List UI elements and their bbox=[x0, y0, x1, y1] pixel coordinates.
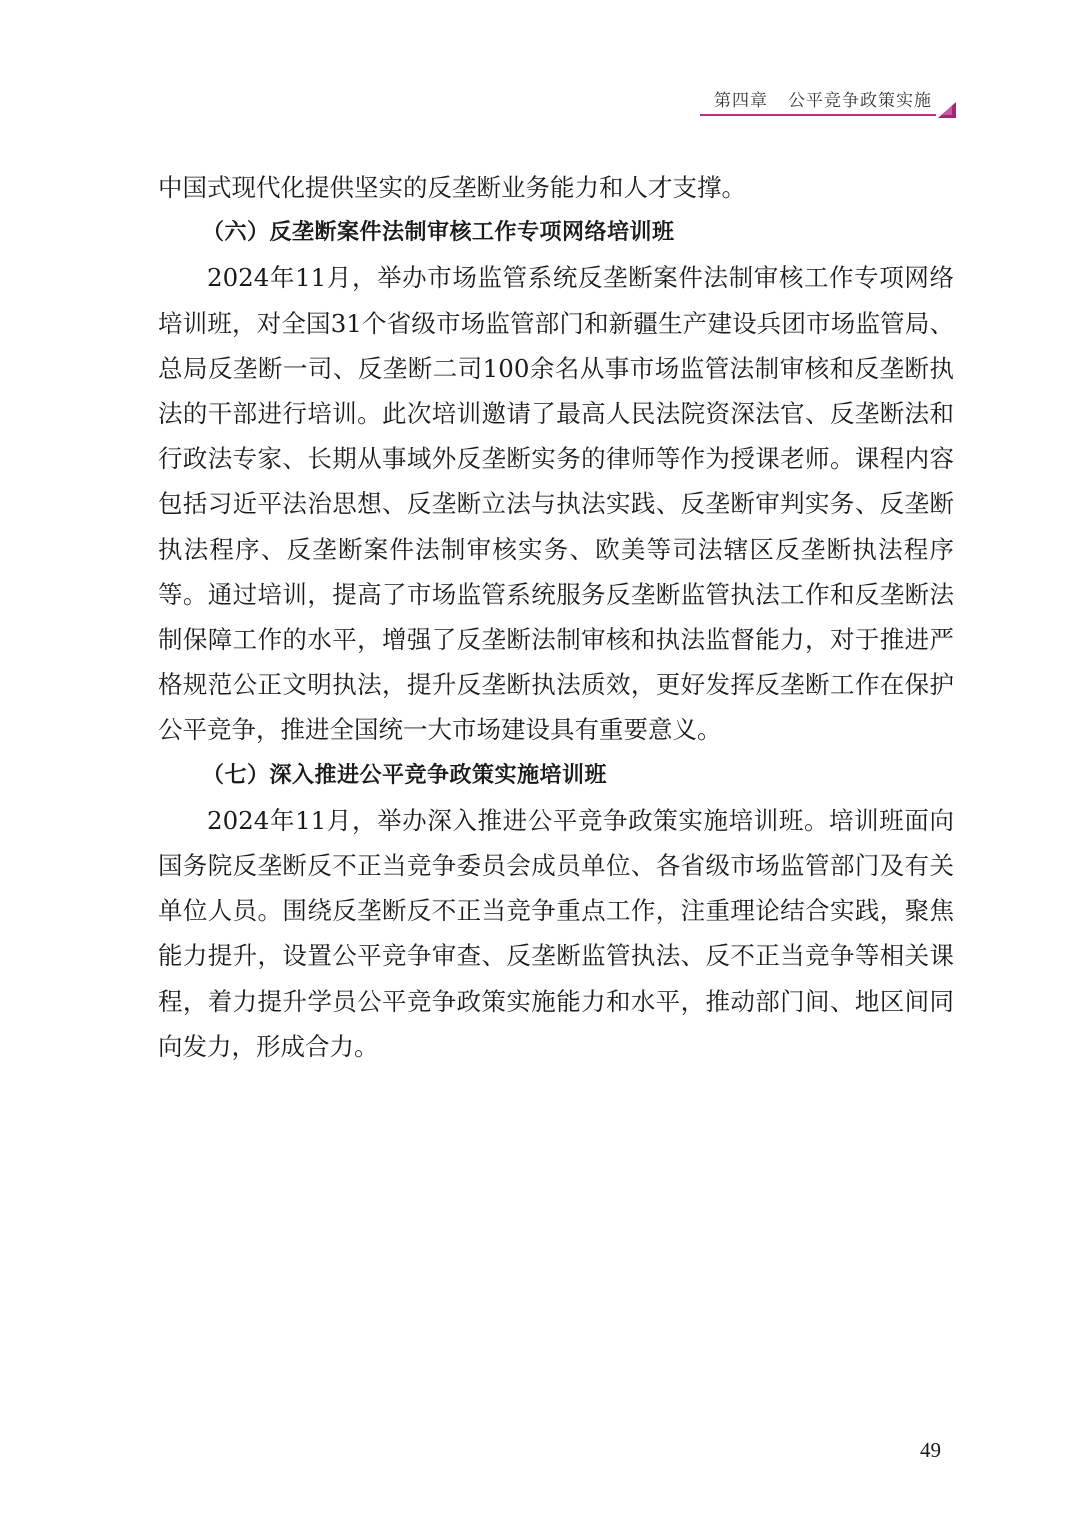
page-number: 49 bbox=[920, 1438, 941, 1462]
corner-triangle-icon bbox=[938, 102, 956, 118]
intro-continuation: 中国式现代化提供坚实的反垄断业务能力和人才支撑。 bbox=[158, 173, 746, 202]
section-paragraph-6: 2024年11月，举办市场监管系统反垄断案件法制审核工作专项网络培训班，对全国31个省级市场监管部门和新疆生产建设兵团市场监管局、总局反垄断一司、反垄断二司100余名从事市场监管法制审核和反垄断执法的干部进行培训。此次培训邀请了最高人民法院资深法官、反垄断法和行政法专家、长期从事域外反垄断实务的律师等作为授课老师。课程内容包括习近平法治思想、反垄断立法与执法实践、反垄断审判实务、反垄断执法程序、反垄断案件法制审核实务、欧美等司法辖区反垄断执法程序等。通过培训，提高了市场监管系统服务反垄断监管执法工作和反垄断法制保障工作的水平，增强了反垄断法制审核和执法监督能力，对于推进严格规范公正文明执法，提升反垄断执法质效，更好发挥反垄断工作在保护公平竞争，推进全国统一大市场建设具有重要意义。 bbox=[158, 263, 954, 745]
chapter-number: 第四章 bbox=[714, 91, 768, 111]
section-heading-7: （七）深入推进公平竞争政策实施培训班 bbox=[202, 762, 608, 788]
running-header bbox=[700, 86, 936, 114]
page-body bbox=[158, 165, 954, 1069]
header-rule bbox=[700, 114, 936, 116]
section-paragraph-7: 2024年11月，举办深入推进公平竞争政策实施培训班。培训班面向国务院反垄断反不正当竞争委员会成员单位、各省级市场监管部门及有关单位人员。围绕反垄断反不正当竞争重点工作，注重理论结合实践，聚焦能力提升，设置公平竞争审查、反垄断监管执法、反不正当竞争等相关课程，着力提升学员公平竞争政策实施能力和水平，推动部门间、地区间同向发力，形成合力。 bbox=[158, 805, 954, 1061]
chapter-name: 公平竞争政策实施 bbox=[788, 91, 932, 111]
chapter-title bbox=[714, 86, 932, 111]
section-heading-6: （六）反垄断案件法制审核工作专项网络培训班 bbox=[202, 220, 675, 246]
